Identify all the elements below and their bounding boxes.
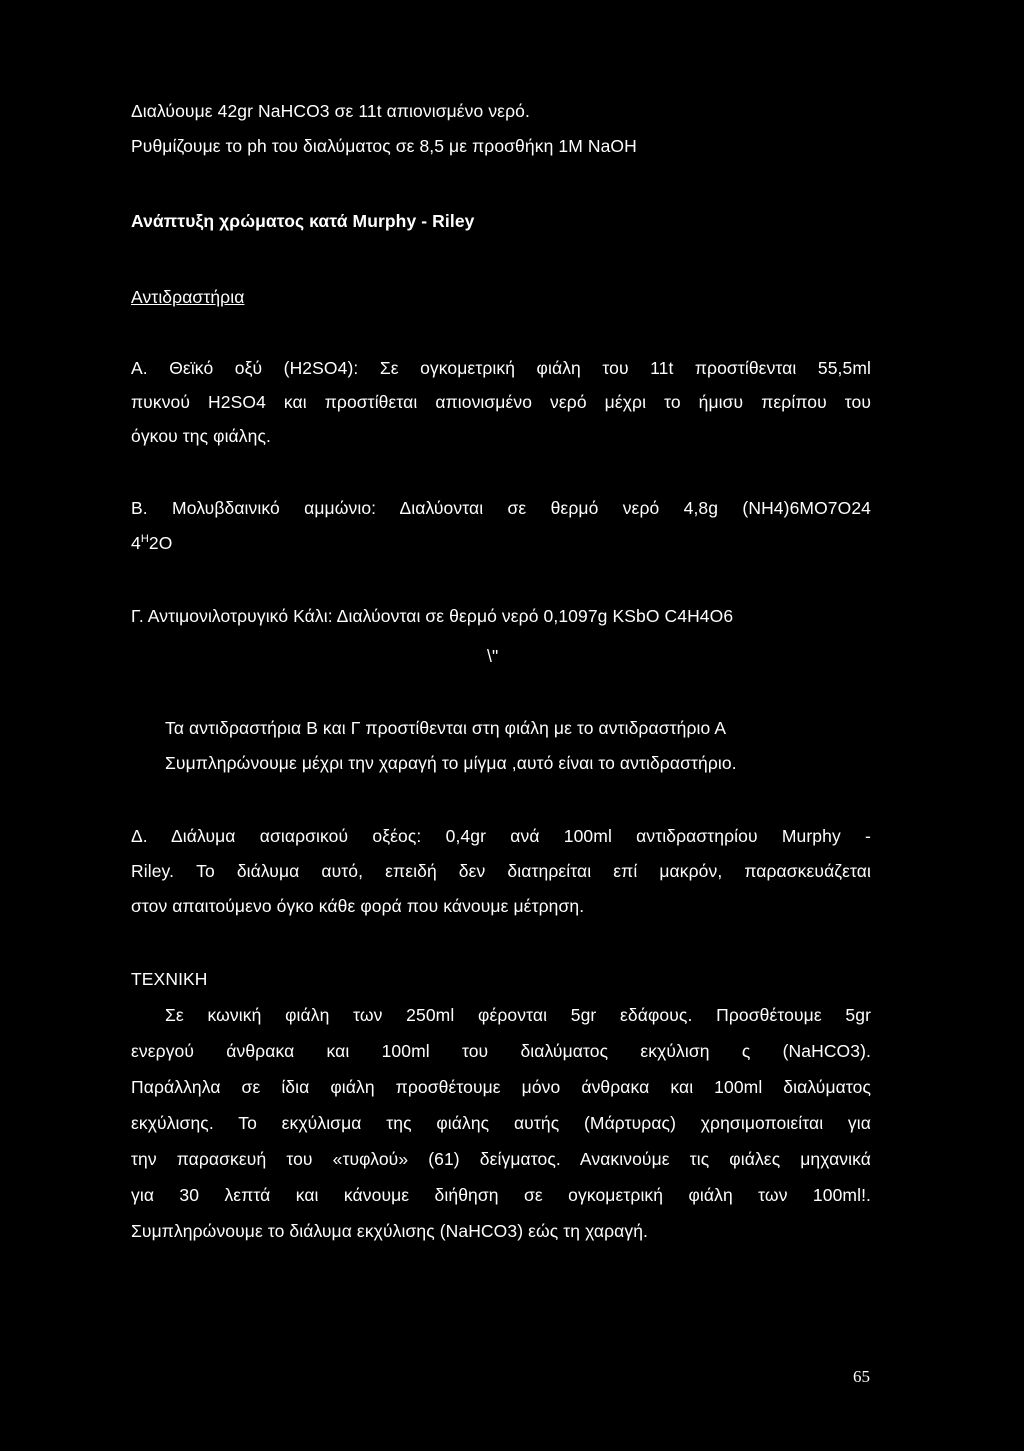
reagent-a-line-2: πυκνού H2SO4 και προστίθεται απιονισμένο νερό μέχρι το ήμισυ περίπου του xyxy=(131,392,871,412)
technique-line-1: Σε κωνική φιάλη των 250ml φέρονται 5gr εδάφους. Προσθέτουμε 5gr xyxy=(165,1005,871,1025)
formula-part: 4 xyxy=(131,533,141,553)
reagent-a-line-3: όγκου της φιάλης. xyxy=(131,426,271,446)
formula-part: 2O xyxy=(148,533,173,553)
technique-line-5: την παρασκευή του «τυφλού» (61) δείγματος. Ανακινούμε τις φιάλες μηχανικά xyxy=(131,1149,871,1169)
reagent-b-line-2 xyxy=(131,532,871,554)
page-number: 65 xyxy=(853,1367,870,1386)
mixing-line-1: Τα αντιδραστήρια Β και Γ προστίθενται στη φιάλη με το αντιδραστήριο Α xyxy=(165,718,727,738)
technique-line-3: Παράλληλα σε ίδια φιάλη προσθέτουμε μόνο άνθρακα και 100ml διαλύματος xyxy=(131,1077,871,1097)
technique-line-4: εκχύλισης. Το εκχύλισμα της φιάλης αυτής (Μάρτυρας) χρησιμοποιείται για xyxy=(131,1113,871,1133)
reagent-g-mark: \" xyxy=(487,646,499,666)
reagent-b-line-1: Β. Μολυβδαινικό αμμώνιο: Διαλύονται σε θερμό νερό 4,8g (NH4)6MO7O24 xyxy=(131,498,871,518)
technique-line-2: ενεργού άνθρακα και 100ml του διαλύματος εκχύλιση ς (NaHCO3). xyxy=(131,1041,871,1061)
reagent-d-line-2: Riley. Το διάλυμα αυτό, επειδή δεν διατηρείται επί μακρόν, παρασκευάζεται xyxy=(131,861,871,881)
technique-line-7: Συμπληρώνουμε το διάλυμα εκχύλισης (NaHCO3) εώς τη χαραγή. xyxy=(131,1221,649,1241)
reagent-a-line-1: Α. Θεϊκό οξύ (H2SO4): Σε ογκομετρική φιάλη του 11t προστίθενται 55,5ml xyxy=(131,358,871,378)
paragraph-line-ph: Ρυθμίζουμε το ph του διαλύματος σε 8,5 με προσθήκη 1M NaOH xyxy=(131,136,637,156)
section-heading-reagents: Αντιδραστήρια xyxy=(131,287,245,307)
paragraph-line-dissolve: Διαλύουμε 42gr NaHCO3 σε 11t απιονισμένο νερό. xyxy=(131,101,530,121)
reagent-d-line-1: Δ. Διάλυμα ασιαρσικού οξέος: 0,4gr ανά 100ml αντιδραστηρίου Murphy - xyxy=(131,826,871,846)
mixing-line-2: Συμπληρώνουμε μέχρι την χαραγή το μίγμα ,αυτό είναι το αντιδραστήριο. xyxy=(165,753,737,773)
technique-line-6: για 30 λεπτά και κάνουμε διήθηση σε ογκομετρική φιάλη των 100ml!. xyxy=(131,1185,871,1205)
section-heading-technique: ΤΕΧΝΙΚΗ xyxy=(131,969,208,989)
reagent-d-line-3: στον απαιτούμενο όγκο κάθε φορά που κάνουμε μέτρηση. xyxy=(131,896,585,916)
formula-superscript: H xyxy=(140,533,149,545)
reagent-g-line-1: Γ. Αντιμονιλοτρυγικό Κάλι: Διαλύονται σε θερμό νερό 0,1097g KSbO C4H4O6 xyxy=(131,606,734,626)
section-heading-color-development: Ανάπτυξη χρώματος κατά Murphy - Riley xyxy=(131,211,475,231)
